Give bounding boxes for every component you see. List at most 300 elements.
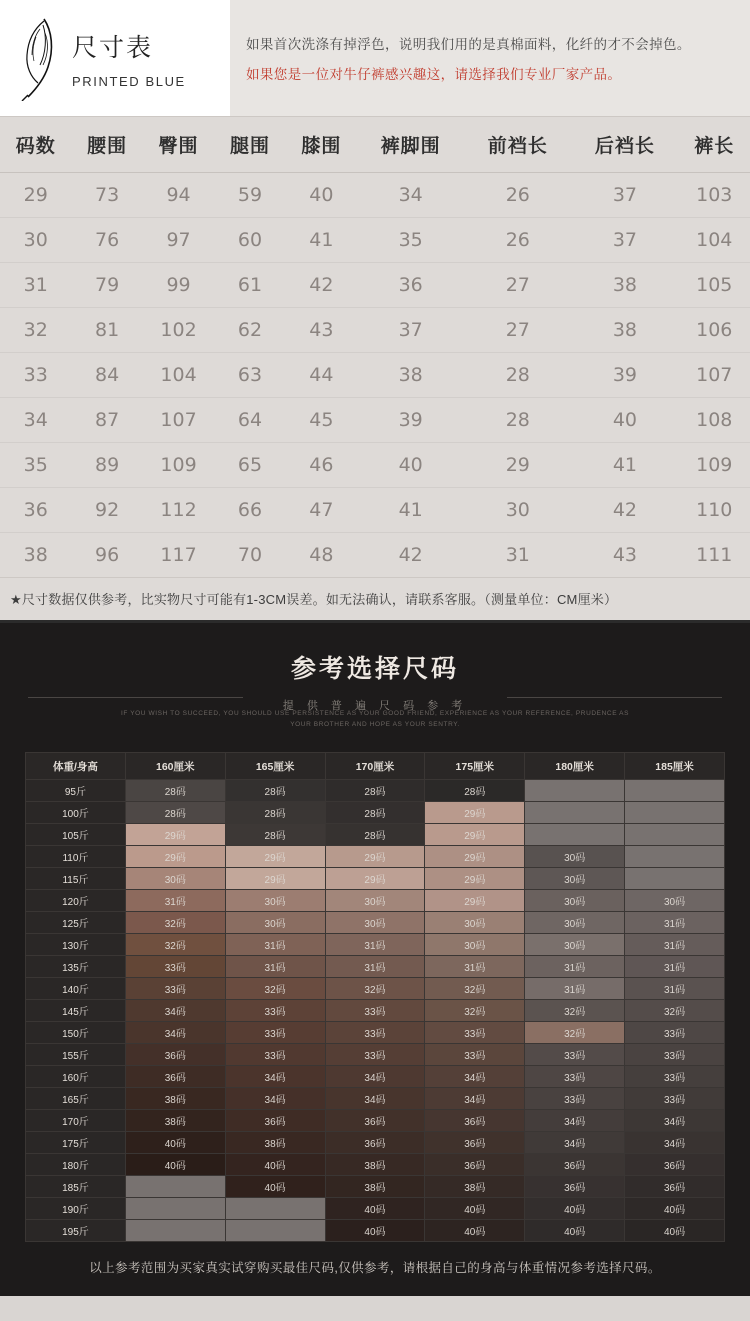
feather-logo-icon xyxy=(14,15,66,101)
size-table-cell: 108 xyxy=(678,398,750,443)
matrix-cell: 33码 xyxy=(225,1044,325,1066)
matrix-cell xyxy=(625,802,725,824)
matrix-row xyxy=(26,978,725,1000)
size-table-cell: 107 xyxy=(678,353,750,398)
table-row xyxy=(0,353,750,398)
header-notes xyxy=(230,0,750,86)
brand-text xyxy=(72,28,186,89)
matrix-cell: 34码 xyxy=(525,1132,625,1154)
matrix-cell: 28码 xyxy=(225,780,325,802)
size-table-cell: 32 xyxy=(0,308,71,353)
matrix-row-header: 145斤 xyxy=(26,1000,126,1022)
table-row xyxy=(0,308,750,353)
size-table-cell: 43 xyxy=(286,308,357,353)
size-table-cell: 41 xyxy=(571,443,678,488)
matrix-cell: 29码 xyxy=(325,868,425,890)
matrix-cell: 32码 xyxy=(325,978,425,1000)
reference-title: 参考选择尺码 xyxy=(290,655,459,683)
matrix-cell: 31码 xyxy=(525,956,625,978)
matrix-row xyxy=(26,1000,725,1022)
matrix-row xyxy=(26,956,725,978)
matrix-cell: 28码 xyxy=(325,824,425,846)
matrix-cell: 31码 xyxy=(225,934,325,956)
matrix-cell: 30码 xyxy=(325,912,425,934)
reference-closing-note: 以上参考范围为买家真实试穿购买最佳尺码,仅供参考，请根据自己的身高与体重情况参考选择尺码。 xyxy=(89,1261,661,1275)
size-table-footnote: ★尺寸数据仅供参考，比实物尺寸可能有1-3CM误差。如无法确认，请联系客服。（测量单位：CM厘米） xyxy=(0,577,750,623)
matrix-cell: 36码 xyxy=(525,1176,625,1198)
size-table-cell: 28 xyxy=(464,398,571,443)
matrix-cell: 33码 xyxy=(425,1044,525,1066)
matrix-corner-header: 体重/身高 xyxy=(26,753,126,780)
matrix-row xyxy=(26,890,725,912)
size-table-cell: 104 xyxy=(678,218,750,263)
matrix-cell xyxy=(625,846,725,868)
matrix-header-row xyxy=(26,753,725,780)
size-table-cell: 39 xyxy=(357,398,464,443)
matrix-cell: 32码 xyxy=(225,978,325,1000)
size-table-cell: 66 xyxy=(214,488,285,533)
matrix-cell: 38码 xyxy=(125,1110,225,1132)
size-table-cell: 29 xyxy=(464,443,571,488)
matrix-cell: 34码 xyxy=(225,1066,325,1088)
matrix-row-header: 125斤 xyxy=(26,912,126,934)
matrix-row xyxy=(26,1198,725,1220)
size-table-cell: 59 xyxy=(214,173,285,218)
size-table-cell: 97 xyxy=(143,218,214,263)
size-table-col-header: 腰围 xyxy=(71,117,142,173)
matrix-cell: 32码 xyxy=(525,1000,625,1022)
matrix-cell: 34码 xyxy=(425,1066,525,1088)
matrix-cell: 31码 xyxy=(625,912,725,934)
size-table-cell: 61 xyxy=(214,263,285,308)
matrix-cell: 38码 xyxy=(225,1132,325,1154)
matrix-cell: 40码 xyxy=(125,1132,225,1154)
matrix-cell: 36码 xyxy=(525,1154,625,1176)
matrix-row xyxy=(26,1044,725,1066)
matrix-row-header: 105斤 xyxy=(26,824,126,846)
size-table-cell: 26 xyxy=(464,173,571,218)
size-table-cell: 104 xyxy=(143,353,214,398)
matrix-cell: 36码 xyxy=(325,1132,425,1154)
size-table-cell: 107 xyxy=(143,398,214,443)
size-table-cell: 31 xyxy=(505,544,530,566)
size-table-cell: 42 xyxy=(286,263,357,308)
matrix-cell: 29码 xyxy=(425,802,525,824)
matrix-cell xyxy=(225,1198,325,1220)
matrix-cell: 31码 xyxy=(625,934,725,956)
matrix-cell: 34码 xyxy=(325,1088,425,1110)
size-table-cell: 30 xyxy=(464,488,571,533)
size-table-head xyxy=(0,117,750,173)
matrix-col-header: 170厘米 xyxy=(325,753,425,780)
matrix-cell: 33码 xyxy=(425,1022,525,1044)
size-table-cell: 47 xyxy=(286,488,357,533)
header-note-2: 如果您是一位对牛仔裤感兴趣这，请选择我们专业厂家产品。 xyxy=(246,67,622,82)
header-note-1: 如果首次洗涤有掉浮色，说明我们用的是真棉面料，化纤的才不会掉色。 xyxy=(246,37,691,52)
matrix-row xyxy=(26,1088,725,1110)
size-table-cell: 44 xyxy=(286,353,357,398)
size-table-cell: 111 xyxy=(696,544,733,566)
matrix-cell xyxy=(625,824,725,846)
size-table-cell: 64 xyxy=(214,398,285,443)
matrix-col-header: 165厘米 xyxy=(225,753,325,780)
matrix-row-header: 165斤 xyxy=(26,1088,126,1110)
matrix-col-header: 175厘米 xyxy=(425,753,525,780)
size-table-cell: 103 xyxy=(678,173,750,218)
matrix-cell: 36码 xyxy=(225,1110,325,1132)
matrix-cell: 32码 xyxy=(125,934,225,956)
matrix-cell: 29码 xyxy=(425,846,525,868)
matrix-col-header: 160厘米 xyxy=(125,753,225,780)
matrix-cell: 30码 xyxy=(625,890,725,912)
matrix-cell: 40码 xyxy=(625,1198,725,1220)
matrix-cell: 33码 xyxy=(125,956,225,978)
size-table-cell: 102 xyxy=(143,308,214,353)
matrix-row xyxy=(26,912,725,934)
matrix-cell: 40码 xyxy=(325,1198,425,1220)
matrix-cell: 36码 xyxy=(625,1154,725,1176)
size-table-cell: 76 xyxy=(71,218,142,263)
matrix-cell: 30码 xyxy=(225,890,325,912)
reference-subtitle: 提 供 普 遍 尺 码 参 考 xyxy=(282,700,468,712)
matrix-row-header: 135斤 xyxy=(26,956,126,978)
size-table-cell: 39 xyxy=(571,353,678,398)
matrix-row-header: 120斤 xyxy=(26,890,126,912)
size-table-cell: 36 xyxy=(357,263,464,308)
matrix-cell: 28码 xyxy=(425,780,525,802)
size-table-cell: 38 xyxy=(357,353,464,398)
matrix-cell: 40码 xyxy=(225,1176,325,1198)
size-table-cell: 48 xyxy=(309,544,334,566)
size-table-header-row xyxy=(0,117,750,173)
matrix-row xyxy=(26,868,725,890)
brand-subtitle: PRINTED BLUE xyxy=(72,73,186,89)
matrix-cell: 36码 xyxy=(125,1066,225,1088)
size-table-cell: 29 xyxy=(0,173,71,218)
matrix-cell: 33码 xyxy=(325,1044,425,1066)
size-table-col-header: 膝围 xyxy=(286,117,357,173)
size-table-cell: 42 xyxy=(571,488,678,533)
matrix-row xyxy=(26,934,725,956)
matrix-cell: 36码 xyxy=(425,1110,525,1132)
matrix-row-header: 185斤 xyxy=(26,1176,126,1198)
matrix-cell: 31码 xyxy=(625,956,725,978)
size-table-cell: 38 xyxy=(571,263,678,308)
size-table-cell: 70 xyxy=(237,544,263,566)
matrix-cell: 31码 xyxy=(625,978,725,1000)
matrix-cell: 32码 xyxy=(425,978,525,1000)
matrix-cell: 30码 xyxy=(325,890,425,912)
matrix-row xyxy=(26,802,725,824)
matrix-cell: 29码 xyxy=(325,846,425,868)
size-table-cell: 89 xyxy=(71,443,142,488)
matrix-cell: 32码 xyxy=(625,1000,725,1022)
matrix-cell: 33码 xyxy=(625,1044,725,1066)
matrix-cell: 31码 xyxy=(325,934,425,956)
matrix-cell: 33码 xyxy=(625,1022,725,1044)
matrix-cell: 36码 xyxy=(625,1176,725,1198)
matrix-cell: 33码 xyxy=(625,1088,725,1110)
size-table-cell: 106 xyxy=(678,308,750,353)
matrix-col-header: 185厘米 xyxy=(625,753,725,780)
matrix-row xyxy=(26,824,725,846)
matrix-cell: 29码 xyxy=(225,868,325,890)
size-table-cell: 36 xyxy=(0,488,71,533)
matrix-cell: 30码 xyxy=(125,868,225,890)
size-table-cell: 46 xyxy=(286,443,357,488)
matrix-cell: 40码 xyxy=(525,1198,625,1220)
matrix-cell: 30码 xyxy=(525,846,625,868)
size-measurement-table xyxy=(0,117,750,577)
size-table-cell: 30 xyxy=(0,218,71,263)
size-table-cell: 31 xyxy=(0,263,71,308)
matrix-cell: 30码 xyxy=(525,868,625,890)
reference-divider xyxy=(0,697,750,698)
matrix-cell: 33码 xyxy=(525,1044,625,1066)
matrix-cell: 36码 xyxy=(125,1044,225,1066)
matrix-cell: 38码 xyxy=(125,1088,225,1110)
divider-left xyxy=(28,697,243,698)
matrix-cell: 30码 xyxy=(525,890,625,912)
matrix-cell: 31码 xyxy=(125,890,225,912)
size-table-cell: 109 xyxy=(143,443,214,488)
matrix-cell: 34码 xyxy=(525,1110,625,1132)
matrix-cell: 33码 xyxy=(225,1022,325,1044)
matrix-row-header: 170斤 xyxy=(26,1110,126,1132)
matrix-cell: 36码 xyxy=(425,1154,525,1176)
matrix-row xyxy=(26,846,725,868)
matrix-cell: 40码 xyxy=(425,1198,525,1220)
size-table-col-header: 后裆长 xyxy=(571,117,678,173)
matrix-cell: 29码 xyxy=(425,868,525,890)
matrix-col-header: 180厘米 xyxy=(525,753,625,780)
size-table-cell: 63 xyxy=(214,353,285,398)
matrix-cell: 34码 xyxy=(325,1066,425,1088)
matrix-cell: 36码 xyxy=(425,1132,525,1154)
size-table-col-header: 裤脚围 xyxy=(357,117,464,173)
matrix-cell: 29码 xyxy=(425,824,525,846)
matrix-cell: 30码 xyxy=(225,912,325,934)
size-table-cell: 87 xyxy=(71,398,142,443)
matrix-cell: 33码 xyxy=(525,1088,625,1110)
size-table-col-header: 臀围 xyxy=(143,117,214,173)
matrix-head xyxy=(26,753,725,780)
matrix-row-header: 130斤 xyxy=(26,934,126,956)
matrix-cell xyxy=(525,802,625,824)
matrix-row-header: 110斤 xyxy=(26,846,126,868)
matrix-cell: 28码 xyxy=(125,802,225,824)
matrix-cell: 40码 xyxy=(325,1220,425,1242)
matrix-cell: 32码 xyxy=(125,912,225,934)
matrix-row-header: 180斤 xyxy=(26,1154,126,1176)
matrix-row-header: 160斤 xyxy=(26,1066,126,1088)
matrix-cell: 34码 xyxy=(625,1132,725,1154)
matrix-cell: 34码 xyxy=(225,1088,325,1110)
size-table-cell: 84 xyxy=(71,353,142,398)
size-table-cell: 41 xyxy=(286,218,357,263)
size-table-cell: 109 xyxy=(678,443,750,488)
size-table-cell: 42 xyxy=(398,544,423,566)
matrix-cell: 29码 xyxy=(125,824,225,846)
size-table-cell: 38 xyxy=(23,544,48,566)
matrix-cell: 33码 xyxy=(325,1000,425,1022)
size-table-cell: 37 xyxy=(571,173,678,218)
matrix-cell: 31码 xyxy=(525,978,625,1000)
matrix-cell: 28码 xyxy=(125,780,225,802)
matrix-row xyxy=(26,1220,725,1242)
matrix-cell: 29码 xyxy=(225,846,325,868)
size-table-cell: 27 xyxy=(464,263,571,308)
matrix-row xyxy=(26,1154,725,1176)
size-table-cell: 27 xyxy=(464,308,571,353)
matrix-row-header: 195斤 xyxy=(26,1220,126,1242)
size-table-cell: 60 xyxy=(214,218,285,263)
table-row xyxy=(0,263,750,308)
size-table-cell: 40 xyxy=(286,173,357,218)
size-table-cell: 33 xyxy=(0,353,71,398)
matrix-cell: 28码 xyxy=(225,824,325,846)
matrix-row-header: 150斤 xyxy=(26,1022,126,1044)
page-header xyxy=(0,0,750,117)
matrix-row xyxy=(26,1066,725,1088)
size-table-col-header: 腿围 xyxy=(214,117,285,173)
brand-block xyxy=(0,0,230,116)
size-table-cell: 45 xyxy=(286,398,357,443)
matrix-cell: 33码 xyxy=(325,1022,425,1044)
matrix-cell: 33码 xyxy=(225,1000,325,1022)
table-row xyxy=(0,173,750,218)
size-table-cell: 62 xyxy=(214,308,285,353)
matrix-cell: 31码 xyxy=(225,956,325,978)
matrix-cell: 33码 xyxy=(625,1066,725,1088)
matrix-row xyxy=(26,780,725,802)
size-table-cell: 26 xyxy=(464,218,571,263)
size-table-cell: 28 xyxy=(464,353,571,398)
matrix-cell: 30码 xyxy=(525,912,625,934)
matrix-row-header: 155斤 xyxy=(26,1044,126,1066)
size-matrix-wrap xyxy=(0,730,750,1242)
matrix-cell xyxy=(225,1220,325,1242)
size-table-col-header: 码数 xyxy=(0,117,71,173)
matrix-cell: 40码 xyxy=(525,1220,625,1242)
matrix-cell: 40码 xyxy=(125,1154,225,1176)
matrix-row xyxy=(26,1022,725,1044)
matrix-cell: 38码 xyxy=(425,1176,525,1198)
matrix-cell: 34码 xyxy=(125,1022,225,1044)
size-table-cell: 81 xyxy=(71,308,142,353)
size-table-cell: 110 xyxy=(678,488,750,533)
size-table-cell: 92 xyxy=(71,488,142,533)
matrix-cell: 34码 xyxy=(125,1000,225,1022)
size-table-cell: 40 xyxy=(357,443,464,488)
matrix-cell: 34码 xyxy=(625,1110,725,1132)
size-table-cell: 34 xyxy=(357,173,464,218)
size-table-cell: 73 xyxy=(71,173,142,218)
matrix-row-header: 115斤 xyxy=(26,868,126,890)
size-table-cell: 105 xyxy=(678,263,750,308)
matrix-cell: 30码 xyxy=(425,912,525,934)
size-table-cell: 41 xyxy=(357,488,464,533)
matrix-cell: 36码 xyxy=(325,1110,425,1132)
size-table-cell: 96 xyxy=(95,544,120,566)
table-row xyxy=(0,443,750,488)
matrix-row-header: 95斤 xyxy=(26,780,126,802)
size-table-cell: 43 xyxy=(612,544,638,566)
matrix-cell: 28码 xyxy=(325,780,425,802)
size-table-cell: 35 xyxy=(0,443,71,488)
matrix-cell: 33码 xyxy=(125,978,225,1000)
matrix-cell: 32码 xyxy=(525,1022,625,1044)
divider-right xyxy=(507,697,722,698)
matrix-row xyxy=(26,1132,725,1154)
reference-english-motto: IF YOU WISH TO SUCCEED, YOU SHOULD USE PERSISTENCE AS YOUR GOOD FRIEND, EXPERIENCE AS YOUR REFERENCE, PRUDENCE AS YOUR BROTHER AND HOPE AS YOUR SENTRY. xyxy=(120,710,630,728)
size-table-cell: 117 xyxy=(160,544,197,566)
matrix-row-header: 140斤 xyxy=(26,978,126,1000)
matrix-cell xyxy=(125,1198,225,1220)
size-table-cell: 37 xyxy=(357,308,464,353)
matrix-cell: 32码 xyxy=(425,1000,525,1022)
table-row xyxy=(0,218,750,263)
matrix-cell: 40码 xyxy=(625,1220,725,1242)
matrix-cell: 34码 xyxy=(425,1088,525,1110)
size-table-cell: 79 xyxy=(71,263,142,308)
brand-title: 尺寸表 xyxy=(72,32,154,62)
matrix-cell: 40码 xyxy=(225,1154,325,1176)
size-table-cell: 34 xyxy=(0,398,71,443)
matrix-cell: 38码 xyxy=(325,1154,425,1176)
matrix-cell: 29码 xyxy=(125,846,225,868)
matrix-cell: 31码 xyxy=(325,956,425,978)
matrix-row xyxy=(26,1176,725,1198)
table-row xyxy=(0,533,750,578)
matrix-row-header: 175斤 xyxy=(26,1132,126,1154)
size-table-cell: 35 xyxy=(357,218,464,263)
size-table-cell: 38 xyxy=(571,308,678,353)
matrix-cell: 30码 xyxy=(525,934,625,956)
matrix-cell xyxy=(125,1220,225,1242)
matrix-cell: 28码 xyxy=(225,802,325,824)
matrix-cell xyxy=(525,824,625,846)
matrix-row-header: 100斤 xyxy=(26,802,126,824)
matrix-cell: 29码 xyxy=(425,890,525,912)
table-row xyxy=(0,398,750,443)
reference-section xyxy=(0,623,750,1296)
size-table-cell: 94 xyxy=(143,173,214,218)
height-weight-size-matrix xyxy=(25,752,725,1242)
size-table-col-header: 裤长 xyxy=(678,117,750,173)
matrix-cell xyxy=(625,780,725,802)
size-table-cell: 40 xyxy=(571,398,678,443)
matrix-cell: 31码 xyxy=(425,956,525,978)
matrix-cell: 38码 xyxy=(325,1176,425,1198)
size-table-cell: 99 xyxy=(143,263,214,308)
matrix-cell xyxy=(125,1176,225,1198)
matrix-cell: 40码 xyxy=(425,1220,525,1242)
size-table-cell: 112 xyxy=(143,488,214,533)
matrix-row-header: 190斤 xyxy=(26,1198,126,1220)
matrix-body xyxy=(26,780,725,1242)
matrix-cell: 28码 xyxy=(325,802,425,824)
matrix-cell: 33码 xyxy=(525,1066,625,1088)
size-table-cell: 65 xyxy=(214,443,285,488)
table-row xyxy=(0,488,750,533)
size-table-body xyxy=(0,173,750,578)
size-table-cell: 37 xyxy=(571,218,678,263)
matrix-row xyxy=(26,1110,725,1132)
matrix-cell xyxy=(625,868,725,890)
matrix-cell: 30码 xyxy=(425,934,525,956)
matrix-cell xyxy=(525,780,625,802)
